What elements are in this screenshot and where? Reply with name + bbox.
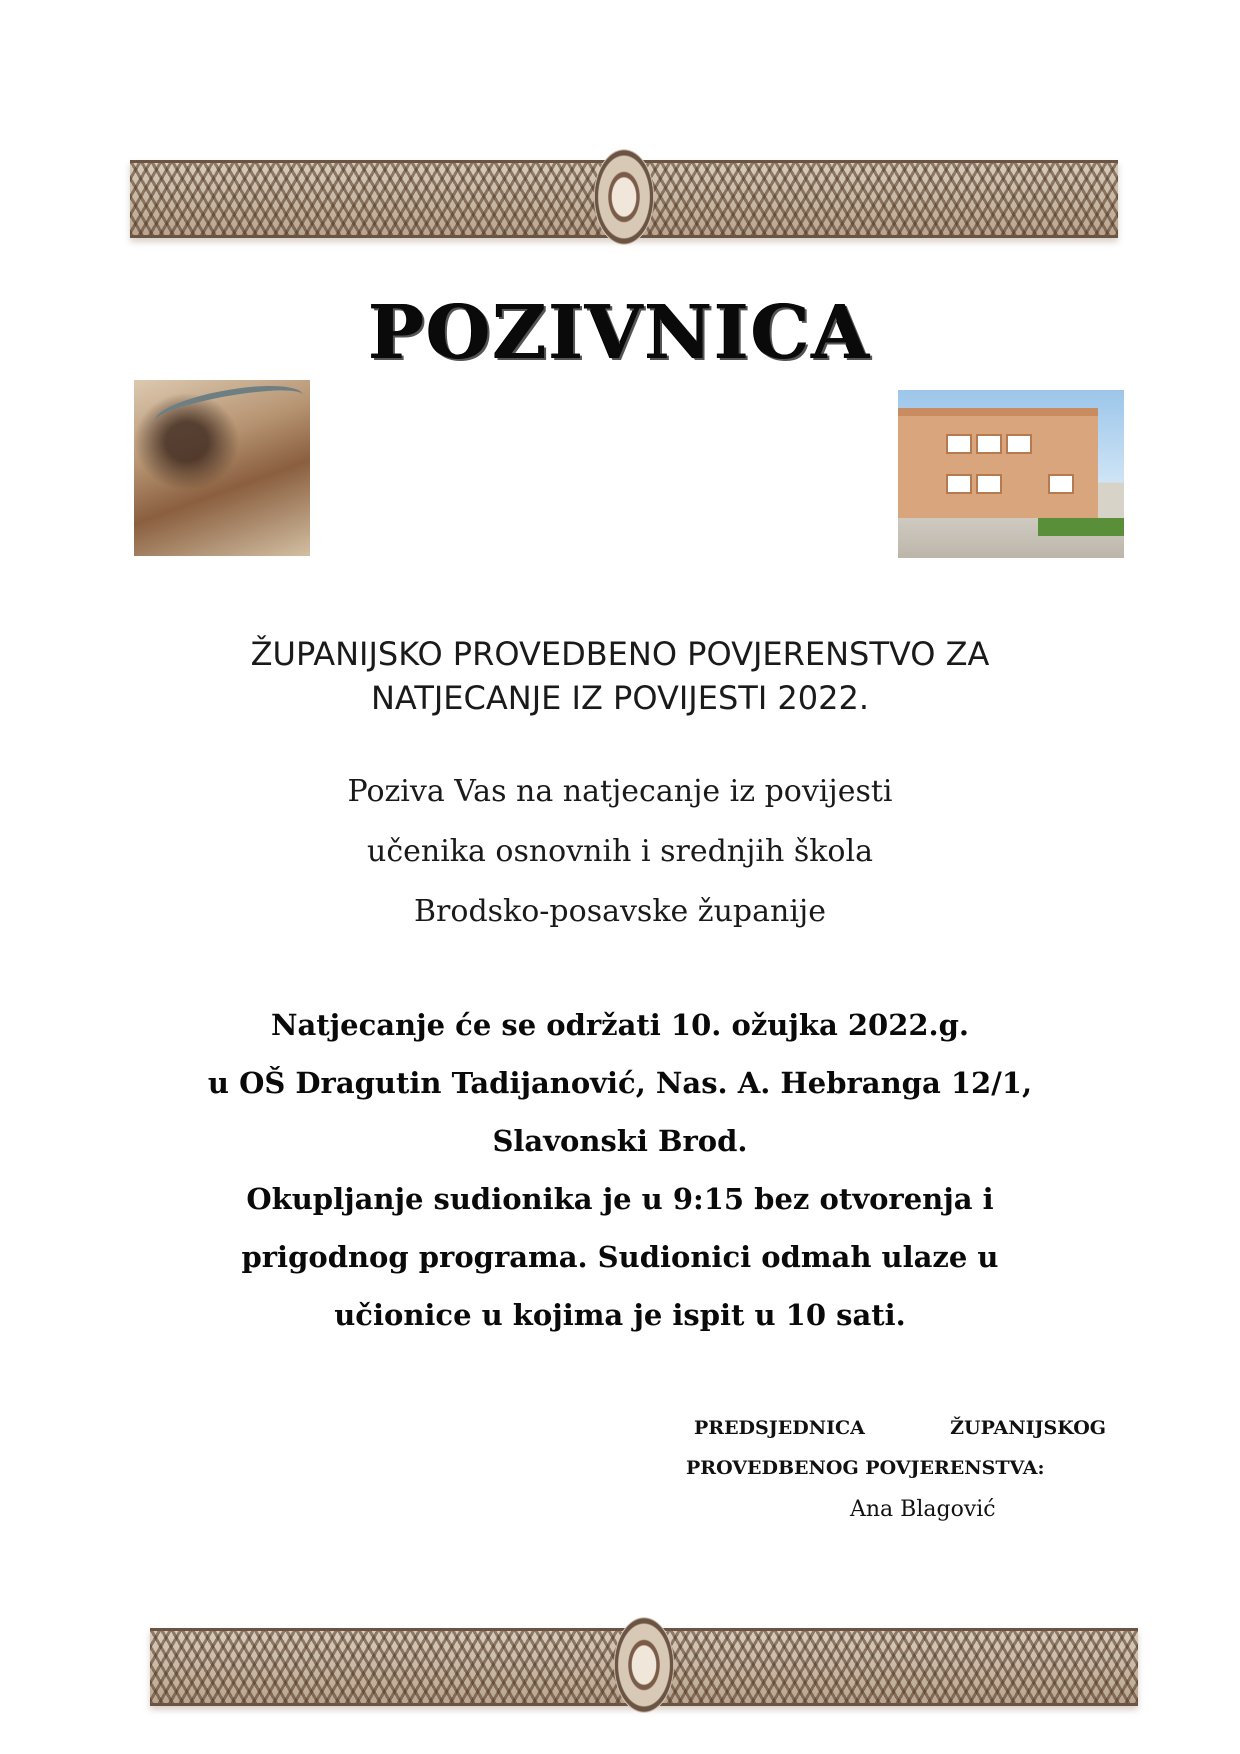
- invitation-line-3: Brodsko-posavske županije: [414, 894, 826, 929]
- organizer-line-1: ŽUPANIJSKO PROVEDBENO POVJERENSTVO ZA: [250, 635, 990, 673]
- details-line-1: Natjecanje će se održati 10. ožujka 2022.g.: [270, 1008, 970, 1042]
- window: [976, 434, 1002, 454]
- organizer-line-2: NATJECANJE IZ POVIJESTI 2022.: [370, 679, 870, 717]
- details-line-6: učionice u kojima je ispit u 10 sati.: [334, 1298, 906, 1332]
- details-line-3: Slavonski Brod.: [492, 1124, 748, 1158]
- signature-title-line-2: PROVEDBENOG POVJERENSTVA:: [686, 1457, 1045, 1479]
- window: [1006, 434, 1032, 454]
- ornament-medallion-icon: [614, 1617, 674, 1713]
- lawn: [1038, 518, 1124, 536]
- decorative-border-bottom: [150, 1628, 1138, 1706]
- invitation-line-2: učenika osnovnih i srednjih škola: [367, 834, 873, 869]
- signature-title-line-1: [686, 1408, 1106, 1448]
- window: [1048, 474, 1074, 494]
- window: [946, 434, 972, 454]
- event-details: [0, 996, 1240, 1344]
- ornament-medallion-icon: [594, 149, 654, 245]
- organizer-heading: [0, 632, 1240, 720]
- window: [976, 474, 1002, 494]
- invitation-line-1: Poziva Vas na natjecanje iz povijesti: [347, 774, 893, 809]
- signature-title-word-1: PREDSJEDNICA: [694, 1417, 865, 1439]
- signature-title-word-2: ŽUPANIJSKOG: [950, 1417, 1106, 1439]
- window: [946, 474, 972, 494]
- invitation-text: [0, 762, 1240, 942]
- school-building-shape: [898, 408, 1098, 526]
- fortress-aerial-image: [134, 380, 310, 556]
- details-line-5: prigodnog programa. Sudionici odmah ulaze u: [241, 1240, 999, 1274]
- signature-name: Ana Blagović: [850, 1497, 996, 1522]
- school-building-image: [898, 390, 1124, 558]
- signature-block: [686, 1408, 1106, 1530]
- details-line-4: Okupljanje sudionika je u 9:15 bez otvorenja i: [246, 1182, 994, 1216]
- decorative-border-top: [130, 160, 1118, 238]
- details-line-2: u OŠ Dragutin Tadijanović, Nas. A. Hebranga 12/1,: [207, 1066, 1033, 1100]
- page-title: POZIVNICA: [368, 290, 872, 376]
